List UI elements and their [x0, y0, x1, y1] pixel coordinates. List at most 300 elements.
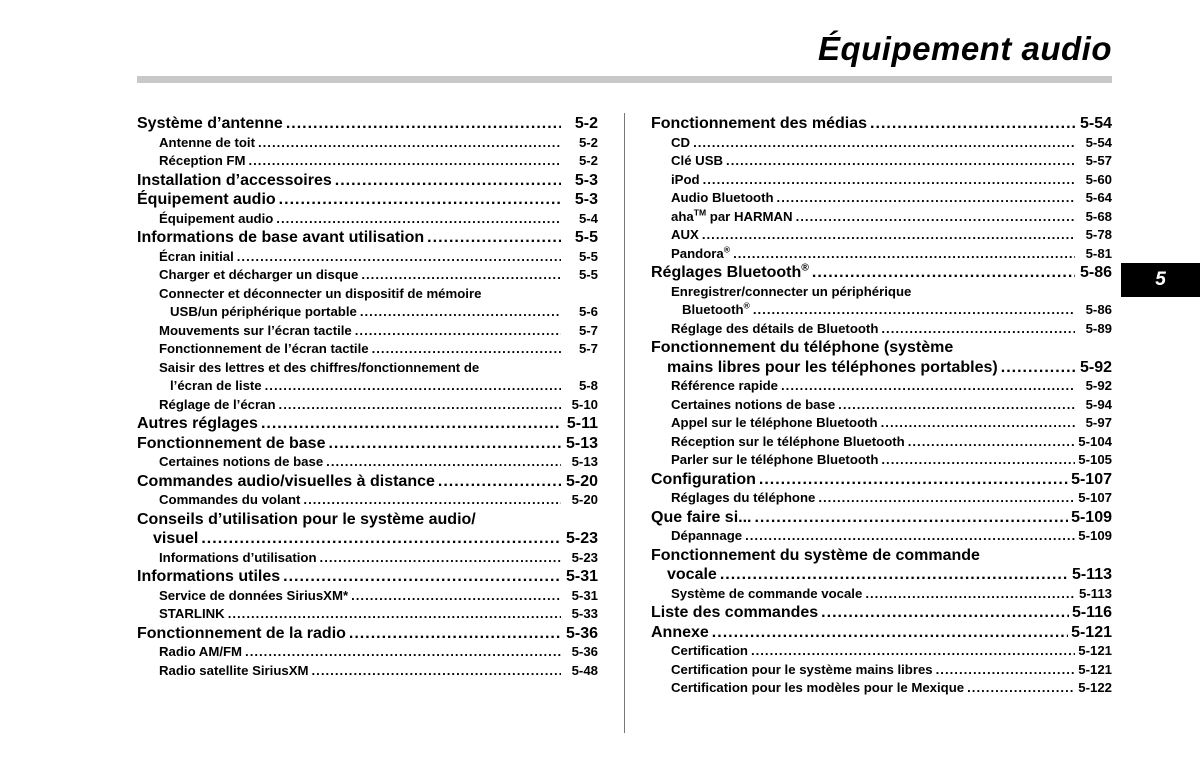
page-number: 5-2: [578, 134, 598, 150]
page-number: 5-11: [566, 415, 598, 432]
toc-entry[interactable]: [651, 489, 1112, 508]
toc-entry-title: [671, 414, 878, 433]
toc-entry[interactable]: [651, 245, 1112, 264]
dot-leader: [258, 134, 561, 153]
page-number: 5-20: [571, 492, 598, 507]
dot-leader: [838, 396, 1075, 415]
toc-entry[interactable]: [137, 491, 598, 510]
page-number: 5-36: [571, 644, 598, 659]
toc-entry-line: [159, 266, 598, 285]
toc-entry-line: [671, 171, 1112, 190]
dot-leader: [335, 171, 561, 191]
toc-entry-text: Certification: [671, 643, 748, 658]
toc-entry[interactable]: [651, 338, 1112, 377]
page-number: 5-113: [1071, 566, 1112, 583]
toc-entry-line: [159, 377, 598, 396]
page-number: 5-5: [574, 229, 598, 246]
toc-entry[interactable]: [651, 679, 1112, 698]
page-number: 5-5: [578, 267, 598, 282]
page-number: 5-7: [578, 322, 598, 338]
dot-leader: [351, 587, 561, 606]
toc-entry-title: [651, 338, 1112, 358]
toc-entry-text: Radio satellite SiriusXM: [159, 662, 309, 678]
toc-entry-text: par HARMAN: [706, 208, 793, 224]
toc-entry-title: [651, 508, 751, 528]
toc-entry-title: [159, 587, 348, 606]
dot-leader: [712, 623, 1068, 643]
dot-leader: [759, 470, 1068, 490]
toc-entry-text: Réglages Bluetooth: [651, 264, 802, 281]
toc-entry-title: [651, 603, 818, 623]
toc-entry[interactable]: [137, 266, 598, 285]
toc-entry-line: [159, 491, 598, 510]
toc-entry[interactable]: [651, 585, 1112, 604]
toc-entry-title: [671, 377, 778, 396]
toc-entry-line: [671, 414, 1112, 433]
toc-entry-line: [651, 603, 1112, 623]
dot-leader: [936, 661, 1075, 680]
toc-entry[interactable]: [651, 546, 1112, 585]
toc-entry-line: [671, 208, 1112, 227]
toc-entry-title: [159, 605, 225, 624]
page-number: 5-4: [578, 210, 598, 226]
toc-entry-text: Certaines notions de base: [671, 396, 836, 412]
toc-entry-line: [137, 434, 598, 454]
toc-entry[interactable]: [137, 567, 598, 587]
page-number: 5-94: [1085, 396, 1112, 412]
toc-entry-title: [671, 189, 774, 208]
dot-leader: [781, 377, 1075, 396]
toc-entry[interactable]: [137, 414, 598, 434]
dot-leader: [745, 527, 1075, 546]
toc-entry-line: [671, 433, 1112, 452]
toc-entry-line: [671, 301, 1112, 320]
toc-entry-text: Certaines notions de base: [159, 454, 324, 469]
page-number: 5-116: [1071, 604, 1112, 621]
header-rule: [137, 76, 1112, 83]
toc-entry[interactable]: [137, 434, 598, 454]
toc-entry-line: [671, 189, 1112, 208]
toc-entry-title: [159, 643, 242, 662]
toc-entry[interactable]: [137, 114, 598, 134]
toc-entry-text: Configuration: [651, 470, 756, 488]
toc-entry-text: Réglages du téléphone: [671, 490, 816, 505]
toc-entry-title: [159, 152, 245, 171]
page-number: 5-113: [1078, 585, 1112, 601]
toc-entry-line: [671, 527, 1112, 546]
page-number: 5-109: [1078, 528, 1112, 543]
toc-entry[interactable]: [137, 322, 598, 341]
toc-entry-text: Fonctionnement du téléphone (système: [651, 339, 954, 356]
toc-entry[interactable]: [137, 285, 598, 322]
dot-leader: [754, 508, 1068, 528]
toc-entry[interactable]: [137, 453, 598, 472]
toc-entry-title: [671, 527, 742, 546]
dot-leader: [703, 171, 1075, 190]
toc-entry[interactable]: [137, 396, 598, 415]
toc-entry-text: Écran initial: [159, 248, 234, 264]
toc-entry-line: [137, 529, 598, 549]
toc-entry-text: Parler sur le téléphone Bluetooth: [671, 452, 879, 467]
toc-entry-title: [137, 510, 598, 530]
toc-entry-line: [671, 489, 1112, 508]
toc-entry[interactable]: [137, 134, 598, 153]
dot-leader: [427, 228, 561, 248]
toc-entry-text: Antenne de toit: [159, 134, 255, 150]
page-number: 5-5: [578, 248, 598, 264]
page-number: 5-60: [1085, 171, 1112, 187]
toc-entry[interactable]: [137, 340, 598, 359]
toc-entry-line: [159, 322, 598, 341]
superscript-mark: ®: [723, 244, 731, 255]
toc-entry-text: Équipement audio: [137, 191, 276, 208]
dot-leader: [967, 679, 1075, 698]
toc-entry-title: [137, 624, 346, 644]
toc-entry-title: [671, 642, 748, 661]
toc-entry-text: Fonctionnement de base: [137, 434, 326, 452]
page-number: 5-121: [1071, 623, 1112, 641]
toc-entry[interactable]: [651, 623, 1112, 643]
toc-entry-text: Bluetooth: [682, 302, 744, 317]
dot-leader: [283, 567, 561, 587]
dot-leader: [279, 396, 561, 415]
toc-entry[interactable]: [137, 510, 598, 549]
toc-entry[interactable]: [137, 549, 598, 568]
dot-leader: [870, 114, 1075, 134]
toc-entry-text: Certification pour les modèles pour le Mexique: [671, 680, 965, 695]
dot-leader: [228, 605, 561, 624]
toc-entry[interactable]: [651, 208, 1112, 227]
toc-entry-text: Commandes audio/visuelles à distance: [137, 472, 435, 490]
dot-leader: [751, 642, 1075, 661]
toc-entry-line: [671, 661, 1112, 680]
toc-entry-text: Autres réglages: [137, 415, 258, 432]
toc-entry[interactable]: [651, 320, 1112, 339]
toc-entry-line: [671, 642, 1112, 661]
toc-entry[interactable]: [651, 451, 1112, 470]
page-number: 5-81: [1085, 245, 1112, 261]
toc-entry-title: [137, 414, 258, 434]
page-number: 5-86: [1085, 302, 1112, 317]
toc-entry[interactable]: [651, 171, 1112, 190]
page-number: 5-31: [565, 568, 598, 585]
page-number: 5-78: [1085, 227, 1112, 242]
toc-entry-text: Liste des commandes: [651, 604, 819, 621]
toc-entry-line: [137, 171, 598, 191]
toc-left-column: [137, 114, 598, 680]
page-number: 5-105: [1078, 452, 1112, 467]
toc-entry-line: [159, 303, 598, 322]
toc-entry-title: [159, 549, 317, 568]
dot-leader: [702, 226, 1075, 245]
toc-entry-text: vocale: [667, 566, 717, 583]
toc-entry-title: [651, 470, 756, 490]
page-number: 5-23: [565, 530, 598, 547]
page-number: 5-64: [1085, 190, 1112, 205]
toc-entry[interactable]: [651, 508, 1112, 528]
toc-entry-line: [137, 190, 598, 210]
dot-leader: [753, 301, 1075, 320]
toc-entry-continued: [667, 358, 998, 378]
toc-entry-line: [671, 320, 1112, 339]
page-number: 5-48: [571, 662, 598, 678]
toc-entry-text: Équipement audio: [159, 210, 274, 226]
toc-entry-line: [159, 152, 598, 171]
toc-entry-text: Informations de base avant utilisation: [137, 229, 425, 246]
toc-entry-line: [159, 662, 598, 681]
page-number: 5-7: [578, 341, 598, 356]
toc-entry[interactable]: [137, 662, 598, 681]
toc-entry-line: [159, 340, 598, 359]
toc-entry[interactable]: [137, 152, 598, 171]
toc-entry-title: [159, 248, 234, 267]
toc-entry-line: [671, 226, 1112, 245]
dot-leader: [349, 624, 561, 644]
page-number: 5-97: [1085, 415, 1112, 430]
toc-entry-title: [671, 396, 835, 415]
toc-entry[interactable]: [651, 603, 1112, 623]
toc-entry-title: [671, 320, 878, 339]
dot-leader: [326, 453, 561, 472]
toc-entry-line: [159, 134, 598, 153]
dot-leader: [360, 303, 561, 322]
toc-entry-line: [159, 587, 598, 606]
toc-entry[interactable]: [651, 283, 1112, 320]
toc-entry-title: [671, 451, 878, 470]
dot-leader: [818, 489, 1075, 508]
superscript-mark: TM: [693, 207, 707, 218]
dot-leader: [720, 565, 1069, 585]
toc-entry[interactable]: [137, 210, 598, 229]
toc-entry-line: [651, 263, 1112, 283]
toc-entry-text: Fonctionnement du système de commande: [651, 546, 980, 564]
toc-entry-text: Réglage de l’écran: [159, 396, 276, 412]
page-number: 5-3: [574, 191, 598, 208]
toc-entry-line: [159, 453, 598, 472]
toc-entry-text: Fonctionnement des médias: [651, 115, 868, 132]
page-number: 5-121: [1078, 643, 1112, 658]
toc-entry-text: Dépannage: [671, 528, 743, 543]
toc-entry[interactable]: [137, 643, 598, 662]
page-number: 5-54: [1085, 134, 1112, 150]
toc-entry-text: Système d’antenne: [137, 115, 283, 132]
toc-entry-line: [137, 414, 598, 434]
page-number: 5-13: [571, 454, 598, 469]
toc-entry-title: [159, 359, 598, 378]
page-number: 5-2: [574, 115, 598, 132]
toc-entry-line: [671, 152, 1112, 171]
page-number: 5-86: [1079, 264, 1112, 281]
page-number: 5-6: [578, 304, 598, 319]
toc-entry[interactable]: [651, 152, 1112, 171]
dot-leader: [1001, 358, 1075, 378]
toc-entry-line: [651, 358, 1112, 378]
dot-leader: [320, 549, 561, 568]
toc-entry-title: [137, 114, 283, 134]
dot-leader: [279, 190, 561, 210]
toc-entry-text: Conseils d’utilisation pour le système audio/: [137, 510, 476, 528]
toc-entry-text: Annexe: [651, 623, 709, 641]
toc-entry[interactable]: [137, 587, 598, 606]
toc-entry-text: USB/un périphérique portable: [170, 304, 357, 319]
toc-entry-line: [671, 377, 1112, 396]
toc-entry-text: l’écran de liste: [170, 378, 262, 393]
toc-entry[interactable]: [651, 134, 1112, 153]
toc-entry-text: Clé USB: [671, 153, 724, 168]
toc-entry-line: [159, 549, 598, 568]
toc-entry-text: Appel sur le téléphone Bluetooth: [671, 415, 878, 430]
toc-entry[interactable]: [651, 189, 1112, 208]
toc-entry[interactable]: [137, 472, 598, 492]
toc-entry[interactable]: [651, 433, 1112, 452]
dot-leader: [693, 134, 1075, 153]
toc-entry-text: Connecter et déconnecter un dispositif de mémoire: [159, 285, 482, 301]
toc-entry-text: Réglage des détails de Bluetooth: [671, 320, 879, 336]
toc-entry-text: Charger et décharger un disque: [159, 267, 359, 282]
toc-entry-text: Informations utiles: [137, 568, 281, 585]
toc-entry[interactable]: [137, 624, 598, 644]
toc-entry-text: Fonctionnement de la radio: [137, 624, 346, 642]
superscript-mark: ®: [801, 262, 809, 274]
page-number: 5-121: [1078, 661, 1112, 677]
toc-entry-continued: [667, 565, 717, 585]
toc-entry-line: [671, 134, 1112, 153]
page-number: 5-92: [1079, 358, 1112, 376]
page-number: 5-31: [571, 587, 598, 603]
toc-entry-title: [137, 434, 325, 454]
toc-entry-title: [651, 114, 867, 134]
toc-entry[interactable]: [651, 527, 1112, 546]
toc-entry-title: [671, 661, 933, 680]
page-number: 5-107: [1078, 490, 1112, 505]
toc-entry-line: [671, 679, 1112, 698]
toc-entry-title: [137, 472, 435, 492]
toc-entry-title: [671, 433, 905, 452]
toc-entry-text: Saisir des lettres et des chiffres/fonctionnement de: [159, 359, 480, 375]
toc-entry-continued: [682, 301, 750, 320]
page-title: Équipement audio: [817, 30, 1112, 67]
toc-entry[interactable]: [137, 171, 598, 191]
dot-leader: [276, 210, 561, 229]
toc-entry-line: [671, 451, 1112, 470]
dot-leader: [355, 322, 561, 341]
page-number: 5-3: [574, 171, 598, 189]
toc-entry-title: [159, 340, 369, 359]
dot-leader: [201, 529, 561, 549]
toc-entry-title: [137, 567, 280, 587]
toc-entry[interactable]: [651, 396, 1112, 415]
page-number: 5-36: [565, 624, 598, 642]
toc-entry-title: [137, 190, 276, 210]
toc-entry-title: [159, 453, 323, 472]
toc-entry-text: Radio AM/FM: [159, 644, 243, 659]
toc-entry-line: [137, 567, 598, 587]
toc-entry-line: [651, 114, 1112, 134]
toc-entry-text: Installation d’accessoires: [137, 171, 332, 189]
toc-entry[interactable]: [651, 414, 1112, 433]
toc-entry-text: AUX: [671, 227, 699, 242]
toc-entry-title: [159, 662, 309, 681]
page-number: 5-89: [1085, 320, 1112, 336]
page-number: 5-57: [1085, 153, 1112, 168]
toc-entry-text: Système de commande vocale: [671, 585, 863, 601]
toc-entry-title: [651, 623, 709, 643]
toc-entry[interactable]: [137, 359, 598, 396]
toc-entry-title: [651, 546, 1112, 566]
toc-entry[interactable]: [137, 605, 598, 624]
toc-entry[interactable]: [137, 228, 598, 248]
dot-leader: [237, 248, 561, 267]
toc-entry-title: [159, 266, 358, 285]
toc-entry-title: [159, 322, 352, 341]
toc-entry[interactable]: [651, 226, 1112, 245]
page-number: 5-10: [571, 396, 598, 412]
toc-entry-text: Réception sur le téléphone Bluetooth: [671, 433, 905, 449]
toc-entry-text: aha: [671, 208, 694, 224]
toc-entry-line: [671, 585, 1112, 604]
toc-entry-title: [159, 396, 276, 415]
toc-entry[interactable]: [651, 470, 1112, 490]
toc-entry-text: Informations d’utilisation: [159, 549, 317, 565]
toc-entry-continued: [153, 529, 198, 549]
toc-entry-line: [651, 508, 1112, 528]
toc-entry-text: Fonctionnement de l’écran tactile: [159, 341, 369, 356]
toc-entry-text: Pandora: [671, 245, 724, 261]
toc-entry[interactable]: [137, 248, 598, 267]
dot-leader: [881, 451, 1075, 470]
toc-entry-title: [159, 210, 273, 229]
toc-entry-line: [137, 624, 598, 644]
page-number: 5-104: [1078, 433, 1112, 449]
toc-entry-text: Audio Bluetooth: [671, 190, 774, 205]
toc-right-column: [651, 114, 1112, 698]
toc-entry-text: Service de données SiriusXM*: [159, 587, 349, 603]
dot-leader: [881, 414, 1075, 433]
toc-entry-title: [671, 226, 699, 245]
toc-entry-title: [159, 134, 255, 153]
toc-entry[interactable]: [651, 114, 1112, 134]
toc-entry[interactable]: [651, 642, 1112, 661]
toc-entry[interactable]: [651, 661, 1112, 680]
dot-leader: [312, 662, 562, 681]
dot-leader: [733, 245, 1075, 264]
toc-entry[interactable]: [651, 263, 1112, 283]
dot-leader: [881, 320, 1075, 339]
toc-entry-line: [159, 248, 598, 267]
toc-entry[interactable]: [651, 377, 1112, 396]
page-number: 5-109: [1071, 508, 1112, 526]
toc-entry-title: [159, 285, 598, 304]
toc-entry-text: Certification pour le système mains libres: [671, 661, 933, 677]
toc-entry-line: [137, 114, 598, 134]
chapter-tab[interactable]: 5: [1121, 263, 1200, 297]
dot-leader: [372, 340, 561, 359]
dot-leader: [796, 208, 1075, 227]
toc-entry-title: [671, 245, 730, 264]
toc-entry[interactable]: [137, 190, 598, 210]
toc-entry-line: [159, 396, 598, 415]
dot-leader: [908, 433, 1075, 452]
toc-entry-line: [137, 228, 598, 248]
column-divider: [624, 113, 625, 733]
page-number: 5-122: [1078, 680, 1112, 695]
page-number: 5-2: [578, 153, 598, 168]
toc-entry-text: STARLINK: [159, 606, 225, 621]
toc-entry-line: [671, 396, 1112, 415]
toc-entry-text: Réception FM: [159, 153, 246, 168]
superscript-mark: ®: [743, 300, 750, 311]
toc-entry-title: [651, 263, 809, 283]
